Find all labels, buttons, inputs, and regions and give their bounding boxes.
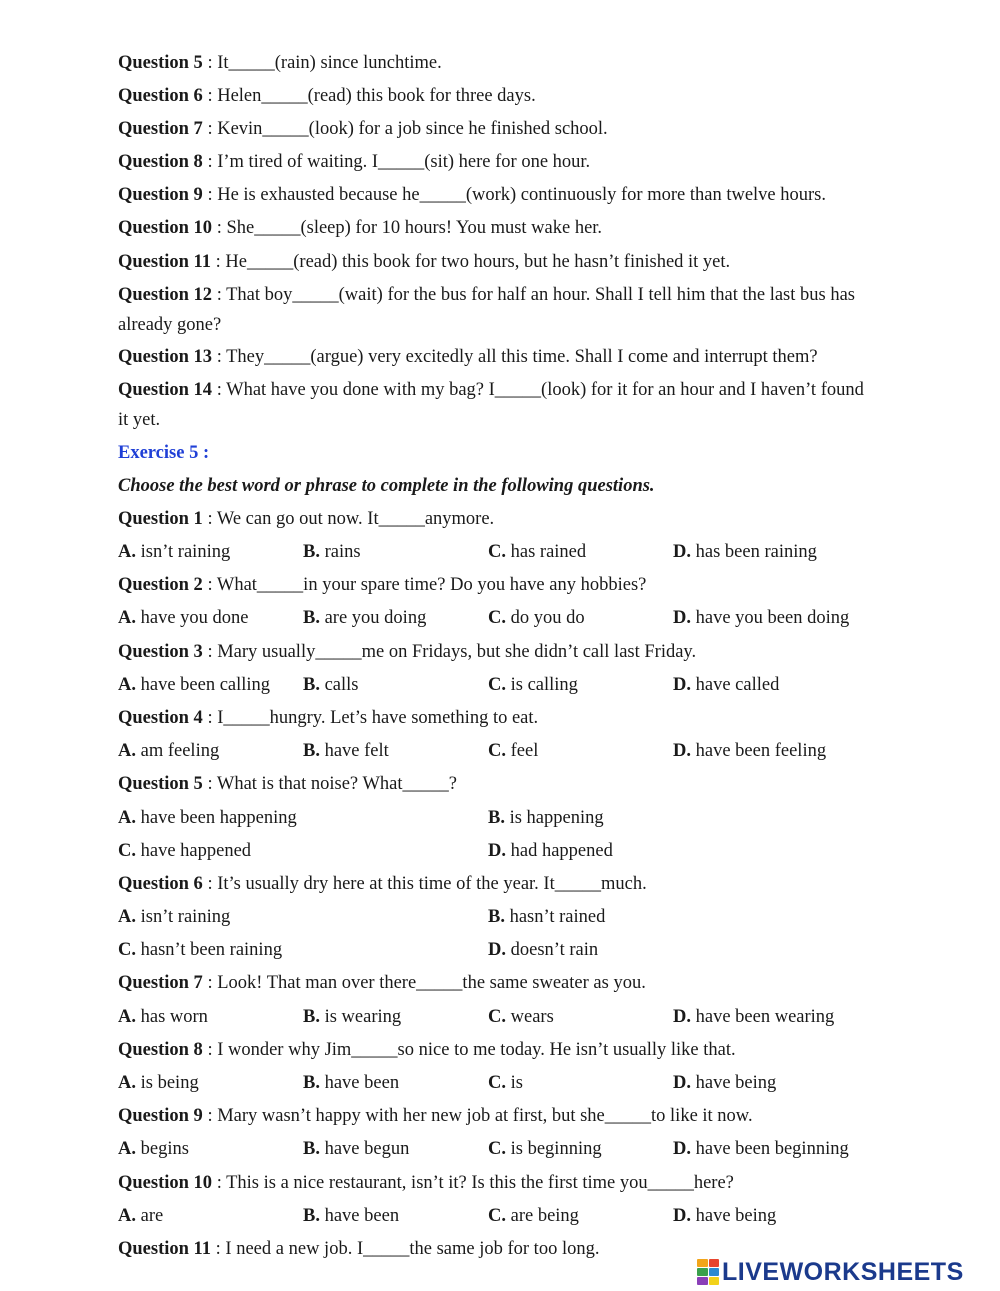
question-row: Question 7 : Kevin_____(look) for a job since he finished school. <box>118 119 608 139</box>
option-d[interactable]: D. doesn’t rain <box>488 940 599 960</box>
option-d[interactable]: D. had happened <box>488 841 613 861</box>
question-row: Question 9 : Mary wasn’t happy with her new job at first, but she_____to like it now. <box>118 1106 753 1126</box>
option-a[interactable]: A. are <box>118 1206 164 1226</box>
option-b[interactable]: B. have felt <box>303 741 389 761</box>
option-b[interactable]: B. have begun <box>303 1139 410 1159</box>
question-row: Question 6 : It’s usually dry here at this time of the year. It_____much. <box>118 874 647 894</box>
question-row: Question 3 : Mary usually_____me on Fridays, but she didn’t call last Friday. <box>118 642 697 662</box>
option-d[interactable]: D. have being <box>673 1073 777 1093</box>
option-b[interactable]: B. rains <box>303 542 361 562</box>
option-d[interactable]: D. have called <box>673 675 780 695</box>
question-row: Question 10 : This is a nice restaurant, isn’t it? Is this the first time you_____here? <box>118 1173 734 1193</box>
option-c[interactable]: C. are being <box>488 1206 579 1226</box>
question-row: Question 6 : Helen_____(read) this book for three days. <box>118 86 536 106</box>
option-a[interactable]: A. isn’t raining <box>118 907 231 927</box>
option-c[interactable]: C. is <box>488 1073 523 1093</box>
exercise-instruction: Choose the best word or phrase to complete in the following questions. <box>118 476 655 496</box>
option-b[interactable]: B. calls <box>303 675 359 695</box>
option-a[interactable]: A. has worn <box>118 1007 208 1027</box>
option-a[interactable]: A. have been calling <box>118 675 271 695</box>
option-c[interactable]: C. do you do <box>488 608 585 628</box>
liveworksheets-logo <box>697 1257 964 1287</box>
liveworksheets-logo-icon <box>697 1259 719 1285</box>
option-c[interactable]: C. feel <box>488 741 539 761</box>
option-c[interactable]: C. have happened <box>118 841 252 861</box>
question-row: Question 12 : That boy_____(wait) for the bus for half an hour. Shall I tell him that the last bus has already gone? <box>118 285 855 335</box>
question-row: Question 7 : Look! That man over there_____the same sweater as you. <box>118 973 646 993</box>
option-d[interactable]: D. have been wearing <box>673 1007 835 1027</box>
question-row: Question 8 : I wonder why Jim_____so nice to me today. He isn’t usually like that. <box>118 1040 736 1060</box>
option-b[interactable]: B. hasn’t rained <box>488 907 606 927</box>
question-row: Question 14 : What have you done with my bag? I_____(look) for it for an hour and I haven’t found it yet. <box>118 380 864 430</box>
option-a[interactable]: A. begins <box>118 1139 189 1159</box>
question-row: Question 9 : He is exhausted because he_____(work) continuously for more than twelve hours. <box>118 185 826 205</box>
question-row: Question 10 : She_____(sleep) for 10 hours! You must wake her. <box>118 218 603 238</box>
question-row: Question 2 : What_____in your spare time? Do you have any hobbies? <box>118 575 647 595</box>
question-row: Question 11 : I need a new job. I_____the same job for too long. <box>118 1239 600 1259</box>
option-d[interactable]: D. has been raining <box>673 542 817 562</box>
option-d[interactable]: D. have been beginning <box>673 1139 849 1159</box>
option-b[interactable]: B. are you doing <box>303 608 427 628</box>
option-a[interactable]: A. have been happening <box>118 808 297 828</box>
option-c[interactable]: C. is beginning <box>488 1139 602 1159</box>
question-row: Question 5 : It_____(rain) since lunchtime. <box>118 53 442 73</box>
option-c[interactable]: C. has rained <box>488 542 587 562</box>
logo-text: LIVEWORKSHEETS <box>722 1257 964 1286</box>
option-b[interactable]: B. have been <box>303 1073 400 1093</box>
question-row: Question 4 : I_____hungry. Let’s have something to eat. <box>118 708 539 728</box>
option-d[interactable]: D. have being <box>673 1206 777 1226</box>
option-a[interactable]: A. have you done <box>118 608 249 628</box>
option-b[interactable]: B. have been <box>303 1206 400 1226</box>
option-a[interactable]: A. isn’t raining <box>118 542 231 562</box>
option-c[interactable]: C. wears <box>488 1007 554 1027</box>
question-row: Question 5 : What is that noise? What_____? <box>118 774 457 794</box>
option-a[interactable]: A. am feeling <box>118 741 220 761</box>
option-c[interactable]: C. is calling <box>488 675 578 695</box>
exercise-title: Exercise 5 : <box>118 443 210 463</box>
question-row: Question 1 : We can go out now. It_____anymore. <box>118 509 495 529</box>
option-a[interactable]: A. is being <box>118 1073 199 1093</box>
question-row: Question 8 : I’m tired of waiting. I_____(sit) here for one hour. <box>118 152 591 172</box>
option-d[interactable]: D. have been feeling <box>673 741 827 761</box>
question-row: Question 11 : He_____(read) this book for two hours, but he hasn’t finished it yet. <box>118 252 731 272</box>
option-c[interactable]: C. hasn’t been raining <box>118 940 283 960</box>
option-b[interactable]: B. is wearing <box>303 1007 402 1027</box>
question-row: Question 13 : They_____(argue) very excitedly all this time. Shall I come and interrupt them? <box>118 347 818 367</box>
option-b[interactable]: B. is happening <box>488 808 604 828</box>
option-d[interactable]: D. have you been doing <box>673 608 850 628</box>
